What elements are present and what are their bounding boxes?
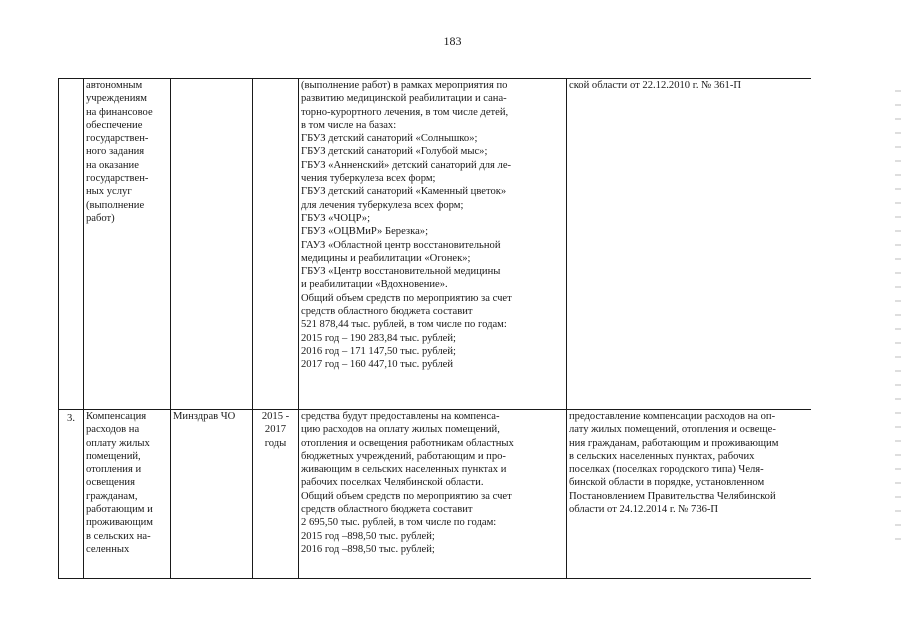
text-line: поселках (поселках городского типа) Челя- <box>569 464 764 476</box>
text-line: Общий объем средств по мероприятию за счет <box>301 292 512 304</box>
measure-name-cell <box>84 79 171 409</box>
text-line: средств областного бюджета составит <box>301 504 473 516</box>
text-line: работающим и <box>86 504 153 516</box>
text-line: в том числе на базах: <box>301 119 397 131</box>
text-line: в сельских на- <box>86 530 151 542</box>
text-line: ГБУЗ детский санаторий «Каменный цветок» <box>301 186 507 198</box>
text-line: государствен- <box>86 173 149 185</box>
text-line: и реабилитации «Вдохновение». <box>301 279 448 291</box>
text-line: отопления и освещения работникам областных <box>301 437 514 449</box>
text-line: ных услуг <box>86 186 132 198</box>
result-cell <box>567 79 811 409</box>
row-number-cell: 3. <box>59 410 84 578</box>
text-line: ного задания <box>86 146 145 158</box>
text-line: живающим в сельских населенных пунктах и <box>301 464 507 476</box>
text-line: проживающим <box>86 517 153 529</box>
table-row <box>59 79 811 410</box>
text-line: ния гражданам, работающим и проживающим <box>569 437 779 449</box>
text-line: на финансовое <box>86 106 153 118</box>
text-line: области от 24.12.2014 г. № 736-П <box>569 504 719 516</box>
text-line: ГАУЗ «Областной центр восстановительной <box>301 239 501 251</box>
text-line: 2016 год – 171 147,50 тыс. рублей; <box>301 345 457 357</box>
program-table <box>58 78 811 579</box>
text-line: (выполнение <box>86 199 145 211</box>
text-line: ГБУЗ «Анненский» детский санаторий для ле- <box>301 159 512 171</box>
text-line: 2017 <box>264 424 287 436</box>
text-line: средства будут предоставлены на компенса- <box>301 411 500 422</box>
text-line: годы <box>264 437 287 449</box>
text-line: цию расходов на оплату жилых помещений, <box>301 424 500 436</box>
text-line: работ) <box>86 212 115 224</box>
text-line: 2015 год – 190 283,84 тыс. рублей; <box>301 332 457 344</box>
text-line: 2015 - <box>261 411 290 422</box>
text-line: бинской области в порядке, установленном <box>569 477 765 489</box>
text-line: 2017 год – 160 447,10 тыс. рублей <box>301 359 454 371</box>
text-line: торно-курортного лечения, в том числе детей, <box>301 106 509 118</box>
text-line: ГБУЗ детский санаторий «Солнышко»; <box>301 133 478 145</box>
text-line: для лечения туберкулеза всех форм; <box>301 199 464 211</box>
text-line: селенных <box>86 543 130 555</box>
content-cell <box>299 410 567 578</box>
text-line: Компенсация <box>86 411 147 422</box>
text-line: помещений, <box>86 450 141 462</box>
text-line: 2015 год –898,50 тыс. рублей; <box>301 530 435 542</box>
period-cell <box>253 79 299 409</box>
text-line: оплату жилых <box>86 437 150 449</box>
page-number: 183 <box>443 34 462 48</box>
result-cell <box>567 410 811 578</box>
text-line: 2 695,50 тыс. рублей, в том числе по годам: <box>301 517 497 529</box>
text-line: средств областного бюджета составит <box>301 306 473 318</box>
text-line: ГБУЗ «ЧОЦР»; <box>301 212 371 224</box>
text-line: чения туберкулеза всех форм; <box>301 173 436 185</box>
text-line: 2016 год –898,50 тыс. рублей; <box>301 543 435 555</box>
text-line: гражданам, <box>86 490 138 502</box>
text-line: развитию медицинской реабилитации и сана- <box>301 93 507 105</box>
text-line: в сельских населенных пунктах, рабочих <box>569 450 755 462</box>
text-line: отопления и <box>86 464 142 476</box>
text-line: 521 878,44 тыс. рублей, в том числе по годам: <box>301 319 507 331</box>
text-line: освещения <box>86 477 135 489</box>
text-line: (выполнение работ) в рамках мероприятия по <box>301 80 508 91</box>
text-line: обеспечение <box>86 119 143 131</box>
measure-name-cell <box>84 410 171 578</box>
text-line: ГБУЗ детский санаторий «Голубой мыс»; <box>301 146 488 158</box>
text-line: медицины и реабилитации «Огонек»; <box>301 252 471 264</box>
table-row <box>59 410 811 578</box>
text-line: бюджетных учреждений, работающим и про- <box>301 450 506 462</box>
text-line: ГБУЗ «Центр восстановительной медицины <box>301 266 501 278</box>
row-number-cell <box>59 79 84 409</box>
content-cell <box>299 79 567 409</box>
text-line: ГБУЗ «ОЦВМиР» Березка»; <box>301 226 429 238</box>
text-line: автономным <box>86 80 143 91</box>
text-line: предоставление компенсации расходов на оп- <box>569 411 776 422</box>
executor-cell <box>171 79 253 409</box>
scan-margin-artifact <box>895 90 901 550</box>
text-line: рабочих поселках Челябинской области. <box>301 477 484 489</box>
text-line: лату жилых помещений, отопления и освеще- <box>569 424 776 436</box>
text-line: государствен- <box>86 133 149 145</box>
text-line: Общий объем средств по мероприятию за счет <box>301 490 512 502</box>
text-line: расходов на <box>86 424 140 436</box>
text-line: на оказание <box>86 159 139 171</box>
period-cell <box>253 410 299 578</box>
executor-cell: Минздрав ЧО <box>171 410 253 578</box>
text-line: учреждениям <box>86 93 147 105</box>
text-line: Постановлением Правительства Челябинской <box>569 490 776 502</box>
text-line: ской области от 22.12.2010 г. № 361-П <box>569 80 742 91</box>
